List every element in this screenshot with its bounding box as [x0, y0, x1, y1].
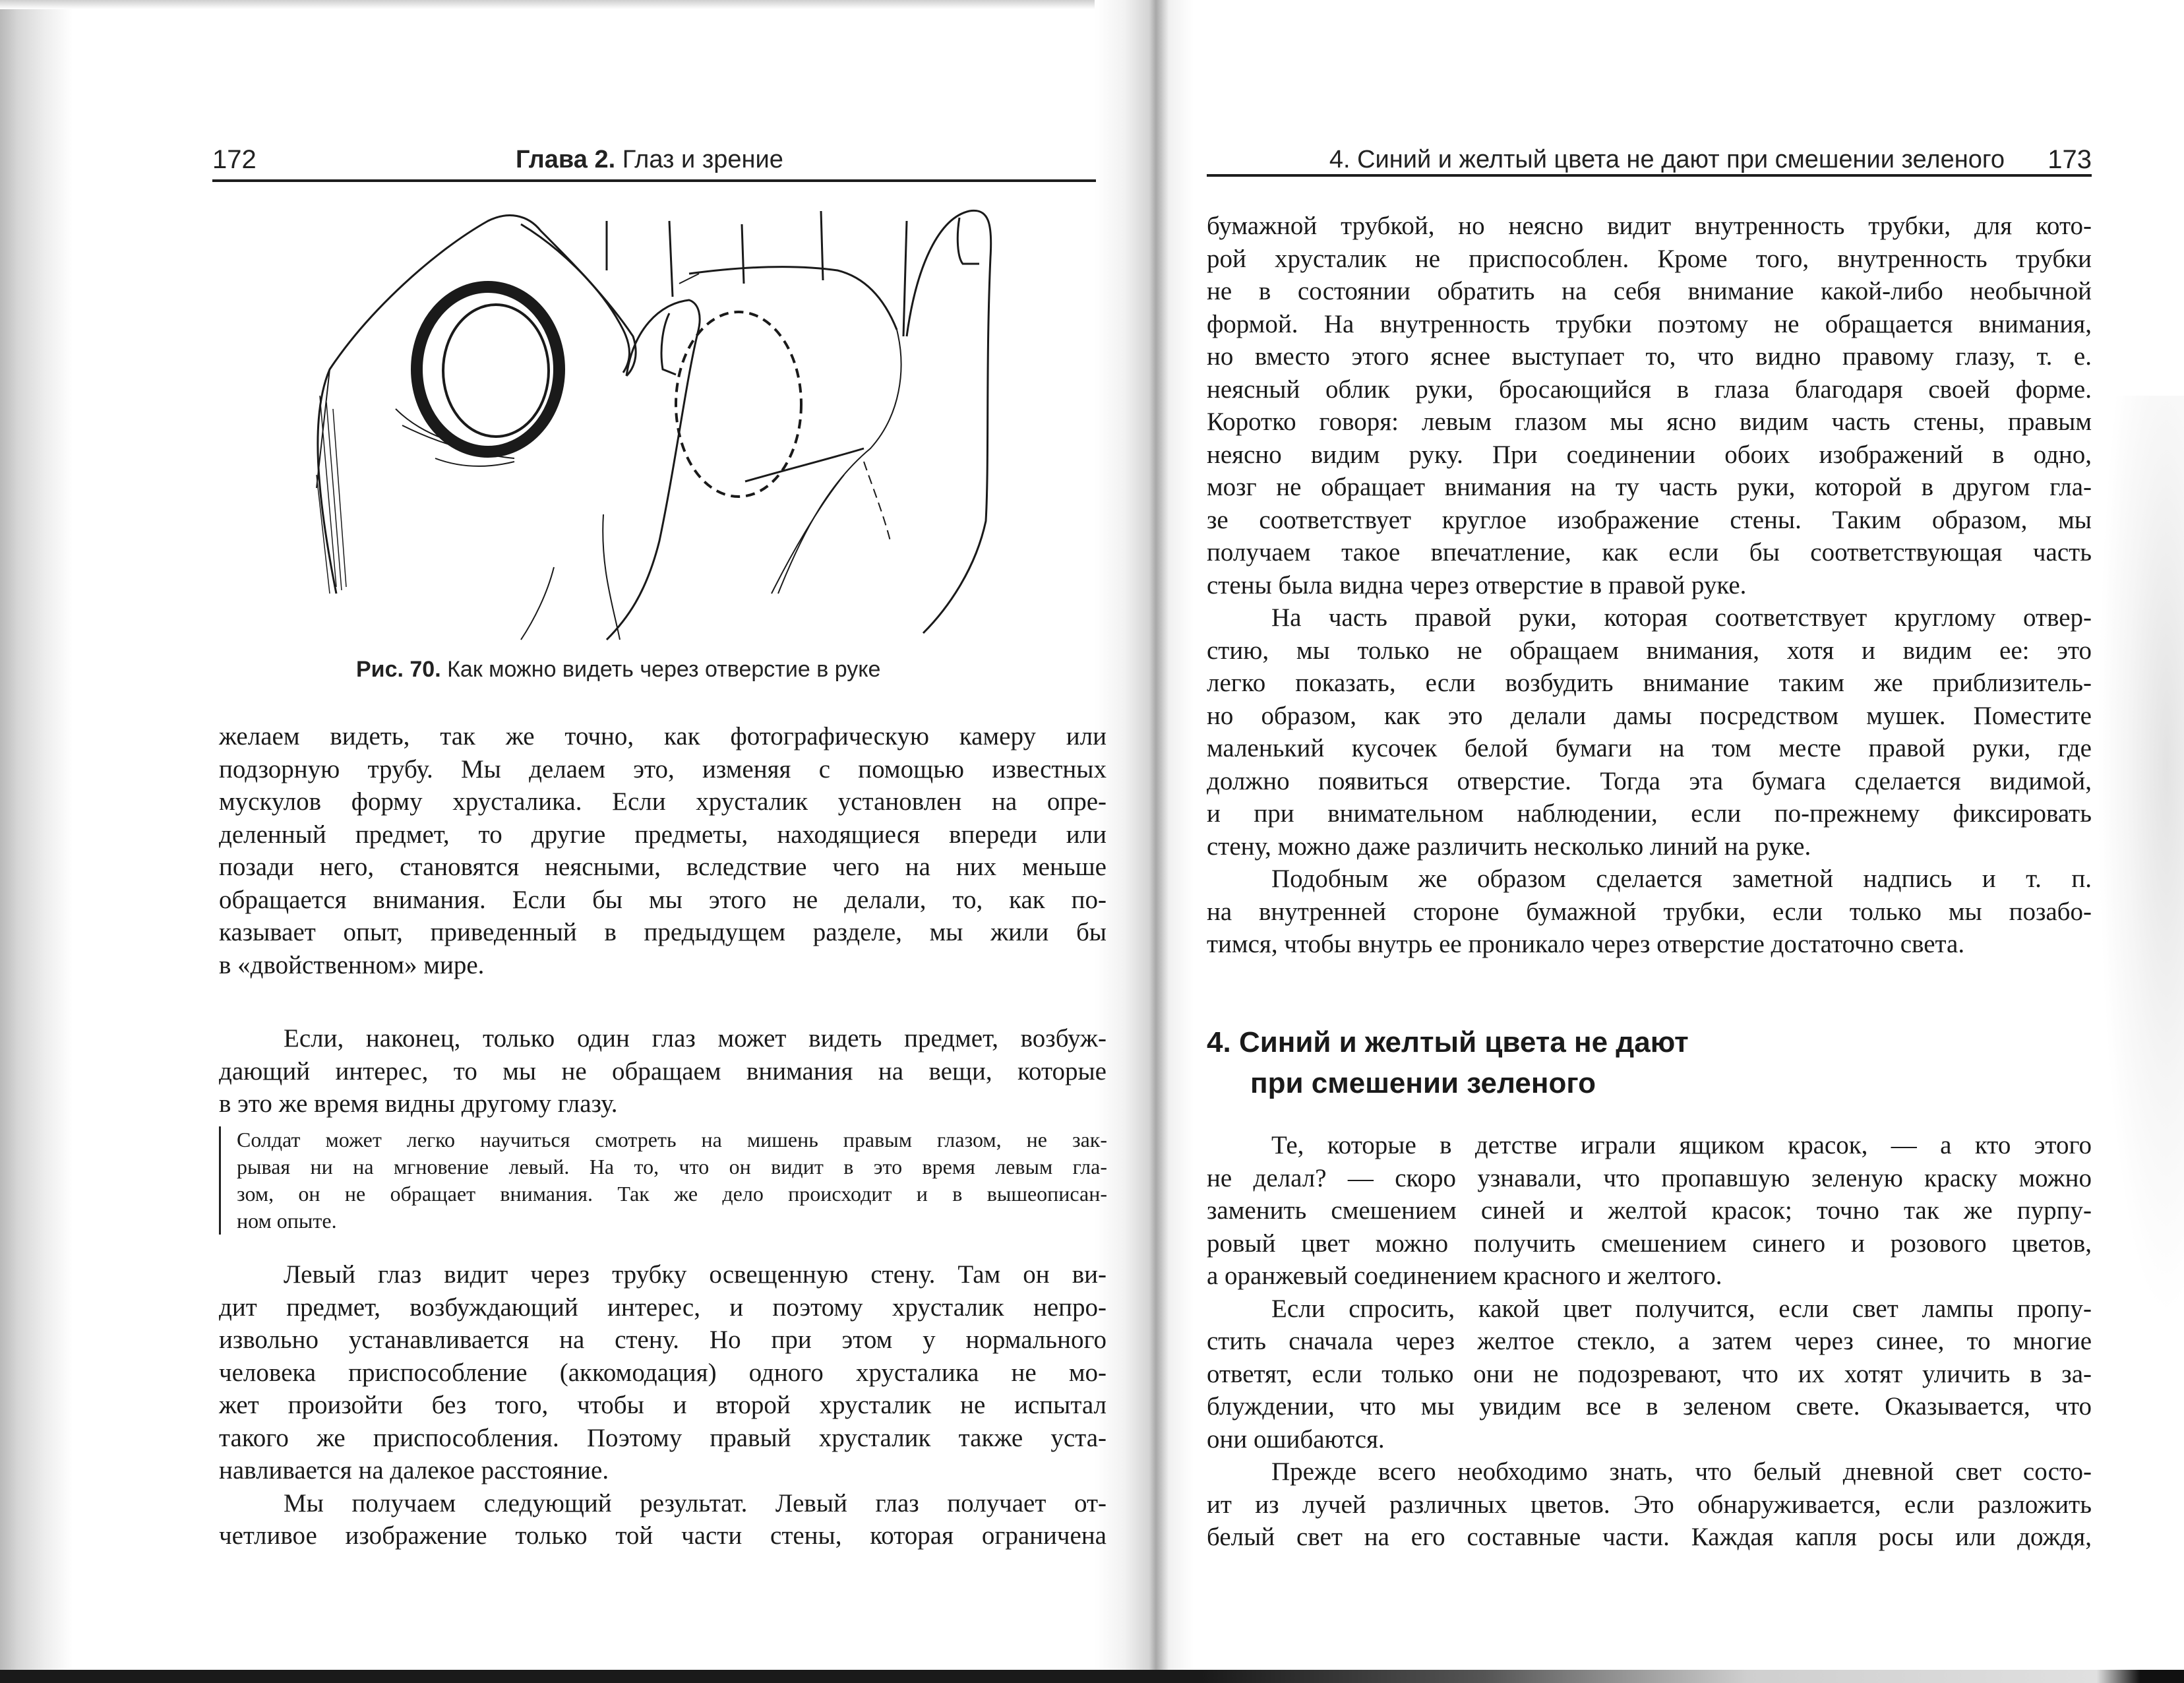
scan-bottom-border: [0, 1670, 2184, 1683]
text-line: в это же время видны другому глазу.: [219, 1089, 618, 1118]
chapter-label: Глава 2.: [516, 146, 616, 173]
text-line: мускулов форму хрусталика. Если хрусталик установлен на опре-: [219, 787, 1107, 816]
text-line: неясно видим руку. При соединении обоих изображений в одно,: [1207, 440, 2092, 469]
running-head-right: [1207, 140, 2092, 179]
text-line: белый свет на его составные части. Каждая капля росы или дождя,: [1207, 1523, 2092, 1551]
hands-drawing-icon: [290, 198, 1002, 646]
text-line: стить сначала через желтое стекло, а затем через синее, то многие: [1207, 1327, 2092, 1355]
running-head-left: [212, 140, 1096, 179]
text-line: Прежде всего необходимо знать, что белый дневной свет состо-: [1271, 1457, 2092, 1486]
text-line: ровый цвет можно получить смешением синего и розового цветов,: [1207, 1229, 2092, 1258]
text-line: получаем такое впечатление, как если бы соответствующая часть: [1207, 538, 2092, 566]
paragraph-p2: [219, 1022, 1107, 1120]
page-number: 172: [212, 145, 257, 174]
small-print-note: [219, 1126, 1107, 1235]
text-line: На часть правой руки, которая соответствует круглому отвер-: [1271, 603, 2092, 632]
text-line: легко показать, если возбудить внимание таким же приблизитель-: [1207, 669, 2092, 697]
text-line: заменить смешением синей и желтой красок; точно так же пурпу-: [1207, 1196, 2092, 1225]
text-line: Подобным же образом сделается заметной надпись и т. п.: [1271, 865, 2092, 893]
text-line: навливается на далекое расстояние.: [219, 1456, 609, 1484]
text-line: на внутренней стороне бумажной трубки, если только мы позабо-: [1207, 897, 2092, 926]
text-line: но вместо этого яснее выступает то, что видно правому глазу, т. е.: [1207, 342, 2092, 371]
text-line: не в состоянии обратить на себя внимание какой-либо необычной: [1207, 277, 2092, 305]
figure-caption: [356, 657, 950, 683]
text-line: казывает опыт, приведенный в предыдущем разделе, мы жили бы: [219, 918, 1107, 946]
text-line: стены была видна через отверстие в правой руке.: [1207, 570, 1747, 599]
text-line: Те, которые в детстве играли ящиком красок, — а кто этого: [1271, 1131, 2092, 1159]
text-line: Если, наконец, только один глаз может видеть предмет, возбуж-: [284, 1024, 1107, 1053]
text-line: неясный облик руки, бросающийся в глаза благодаря своей форме.: [1207, 375, 2092, 404]
text-line: не делал? — скоро узнавали, что пропавшую зеленую краску можно: [1207, 1163, 2092, 1192]
text-line: обращается внимания. Если бы мы этого не делали, то, как по-: [219, 885, 1107, 914]
text-line: должно появиться отверстие. Тогда эта бумага сделается видимой,: [1207, 766, 2092, 795]
section-heading: [1207, 1022, 1689, 1104]
text-line: стию, мы только не обращаем внимания, хотя и видим ее: это: [1207, 636, 2092, 665]
section-heading-line-2: при смешении зеленого: [1250, 1067, 1596, 1099]
text-line: Мы получаем следующий результат. Левый глаз получает от-: [284, 1488, 1107, 1517]
section-heading-line-1: Синий и желтый цвета не дают: [1238, 1026, 1689, 1058]
text-line: человека приспособление (аккомодация) одного хрусталика не мо-: [219, 1358, 1107, 1387]
text-line: Коротко говоря: левым глазом мы ясно видим часть стены, правым: [1207, 408, 2092, 436]
text-line: ответят, если только они не подозревают, что их хотят уличить в за-: [1207, 1359, 2092, 1388]
text-line: мозг не обращает внимания на ту часть руки, которой в другом гла-: [1207, 473, 2092, 501]
text-line: четливое изображение только той части стены, которая ограничена: [219, 1521, 1107, 1550]
text-line: Левый глаз видит через трубку освещенную стену. Там он ви-: [284, 1260, 1107, 1289]
text-line: рой хрусталик не приспособлен. Кроме того, внутренность трубки: [1207, 244, 2092, 273]
text-line: дающий интерес, то мы не обращаем внимания на вещи, которые: [219, 1056, 1107, 1086]
text-line: Если спросить, какой цвет получится, если свет лампы пропу-: [1271, 1294, 2092, 1323]
text-line: жет произойти без того, чтобы и второй хрусталик не испытал: [219, 1391, 1107, 1419]
paragraph-p3: [219, 1258, 1107, 1552]
paragraph-p1: [219, 720, 1107, 981]
text-line: но образом, как это делали дамы посредством мушек. Поместите: [1207, 701, 2092, 730]
page-number: 173: [2048, 145, 2092, 174]
text-line: тимся, чтобы внутрь ее проникало через отверстие достаточно света.: [1207, 930, 1965, 958]
figure-label: Рис. 70.: [356, 657, 441, 682]
header-rule: [1207, 174, 2092, 177]
section-running-title: 4. Синий и желтый цвета не дают при смешении зеленого: [1329, 146, 2005, 173]
text-line: стену, можно даже различить несколько линий на руке.: [1207, 832, 1811, 861]
chapter-title: [516, 140, 783, 179]
text-line: ит из лучей различных цветов. Это обнаруживается, если разложить: [1207, 1490, 2092, 1519]
header-rule: [212, 179, 1096, 182]
text-line: зе соответствует круглое изображение стены. Таким образом, мы: [1207, 505, 2092, 534]
text-line: блуждении, что мы увидим все в зеленом свете. Оказывается, что: [1207, 1392, 2092, 1421]
text-line: зом, он не обращает внимания. Так же дело происходит и в вышеописан-: [237, 1182, 1107, 1206]
paragraph-r1: [1207, 210, 2092, 961]
text-line: желаем видеть, так же точно, как фотографическую камеру или: [219, 722, 1107, 750]
text-line: дит предмет, возбуждающий интерес, и поэтому хрусталик непро-: [219, 1293, 1107, 1322]
section-number: 4.: [1207, 1026, 1231, 1058]
text-line: ном опыте.: [237, 1209, 337, 1233]
text-line: и при внимательном наблюдении, если по-прежнему фиксировать: [1207, 799, 2092, 828]
text-line: маленький кусочек белой бумаги на том месте правой руки, где: [1207, 734, 2092, 762]
figure-70-hands-illustration: [290, 198, 1002, 646]
text-line: рывая ни на мгновение левый. На то, что он видит в это время левым гла-: [237, 1155, 1107, 1178]
text-line: в «двойственном» мире.: [219, 950, 485, 979]
text-line: подзорную трубу. Мы делаем это, изменяя с помощью известных: [219, 754, 1107, 783]
text-line: формой. На внутренность трубки поэтому не обращается внимания,: [1207, 309, 2092, 338]
chapter-name: Глаз и зрение: [622, 146, 783, 173]
text-line: Солдат может легко научиться смотреть на мишень правым глазом, не зак-: [237, 1128, 1107, 1151]
text-line: позади него, становятся неясными, вследствие чего на них меньше: [219, 853, 1107, 881]
text-line: а оранжевый соединением красного и желтого.: [1207, 1262, 1722, 1290]
text-line: такого же приспособления. Поэтому правый хрусталик также уста-: [219, 1423, 1107, 1452]
figure-caption-text: Как можно видеть через отверстие в руке: [447, 657, 881, 682]
text-line: бумажной трубкой, но неясно видит внутренность трубки, для кото-: [1207, 212, 2092, 240]
paragraph-r4: [1207, 1129, 2092, 1554]
text-line: они ошибаются.: [1207, 1424, 1385, 1454]
text-line: извольно устанавливается на стену. Но при этом у нормального: [219, 1326, 1107, 1354]
text-line: деленный предмет, то другие предметы, находящиеся впереди или: [219, 820, 1107, 849]
right-page: [1174, 0, 2184, 1668]
